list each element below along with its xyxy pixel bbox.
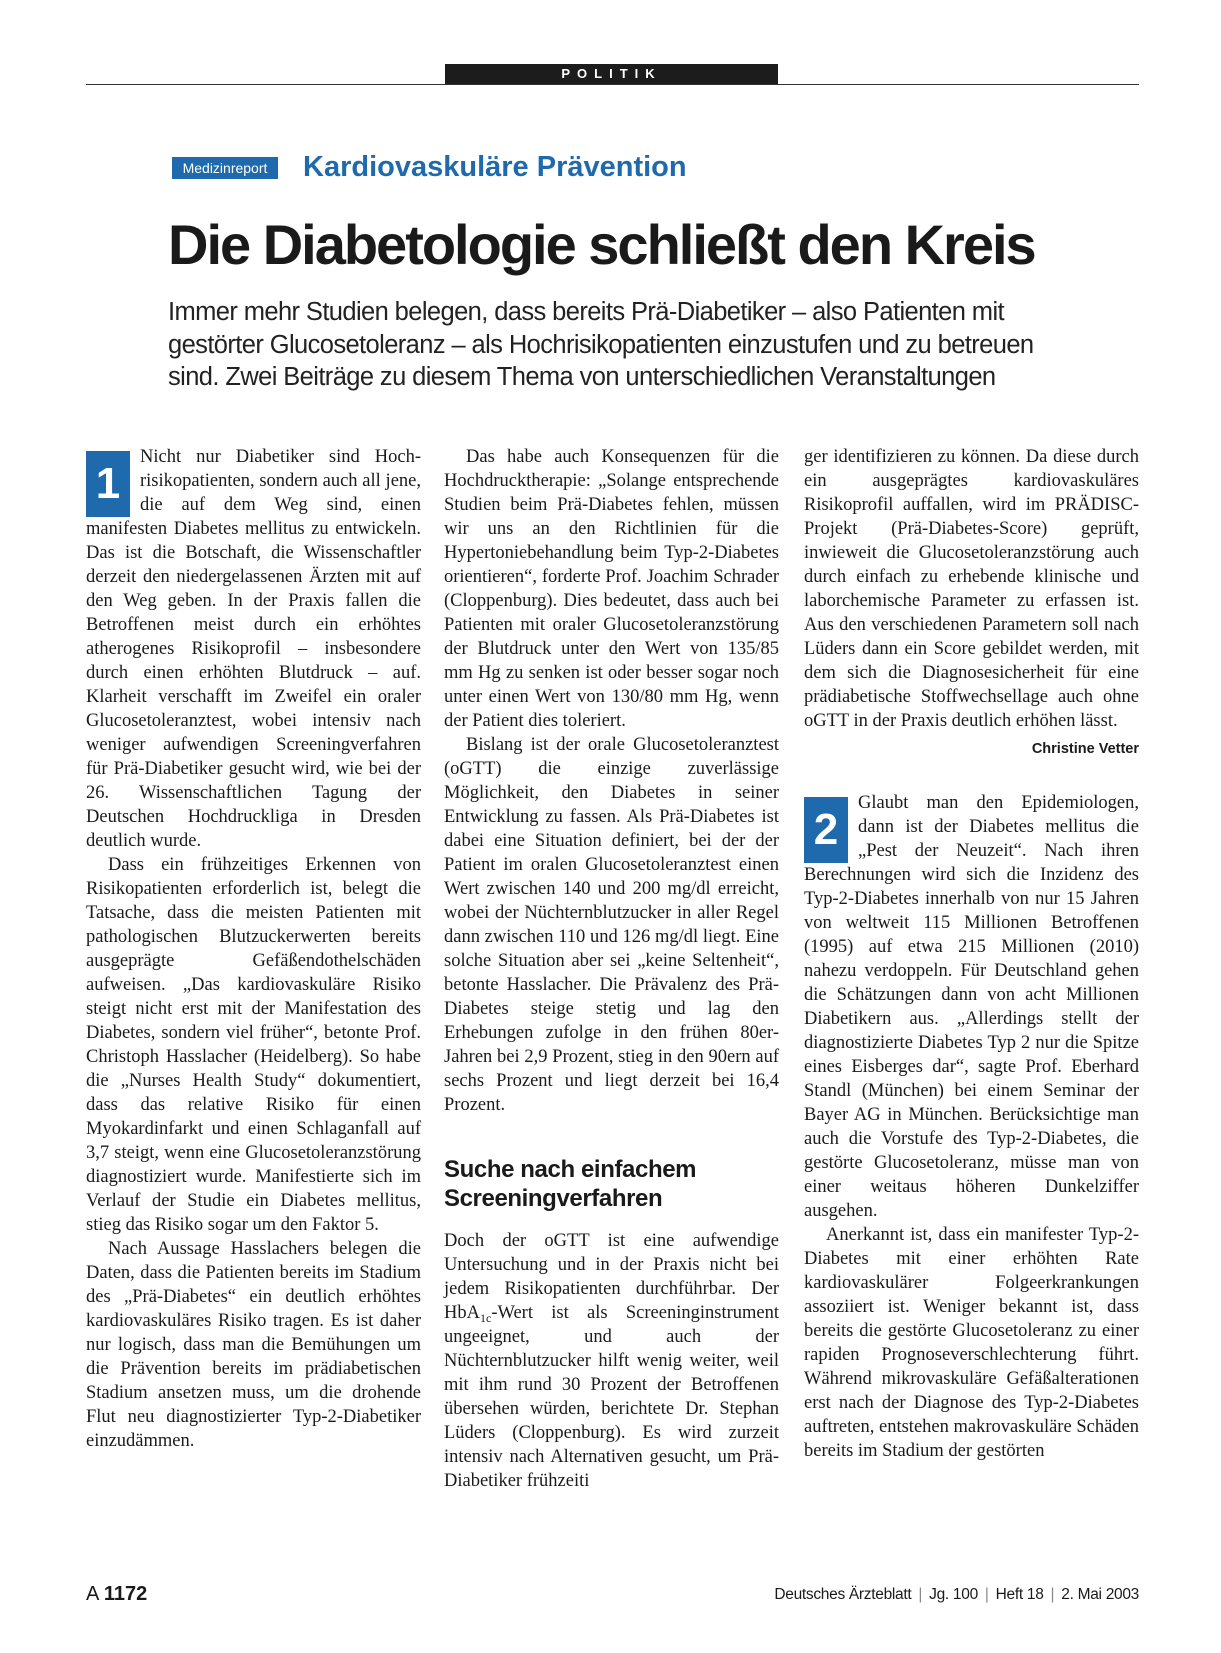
kicker-title: Kardiovaskuläre Prävention: [303, 151, 687, 183]
article-number-badge: 2: [804, 797, 848, 863]
article-number-badge: 1: [86, 451, 130, 517]
subheading: Suche nach einfachem Screeningverfahren: [444, 1156, 697, 1212]
paragraph: Das habe auch Konsequenzen für die Hochdrucktherapie: „Solange entsprechende Studien beim Prä-Diabetes fehlen, müssen wir uns an den Richtlinien für die Hypertoniebehandlung beim Typ-2-Diabetes orientieren“, forderte Prof. Joachim Schrader (Cloppenburg). Dies bedeutet, dass auch bei Patienten mit oraler Glucosetoleranzstörung der Blutdruck unter den Wert von 135/85 mm Hg zu senken ist oder besser sogar noch unter einen Wert von 130/80 mm Hg, wenn der Patient dies toleriert.: [444, 447, 779, 731]
date: 2. Mai 2003: [1061, 1586, 1139, 1603]
issue: Heft 18: [995, 1586, 1044, 1603]
page-prefix: A: [86, 1583, 99, 1605]
paragraph: Glaubt man den Epidemiologen, dann ist der Diabetes mellitus die „Pest der Neuzeit“. Nach ihren Berechnungen wird sich die Inzidenz des Typ-2-Diabetes innerhalb von nur 15 Jahren von weltweit 115 Millionen Betroffenen (1995) auf etwa 215 Millionen (2010) nahezu verdoppeln. Für Deutschland gehen die Schätzungen dann von acht Millionen Diabetikern aus. „Allerdings stellt der diagnostizierte Diabetes Typ 2 nur die Spitze eines Eisberges dar“, sagte Prof. Eberhard Standl (München) bei einem Seminar der Bayer AG in München. Berücksichtige man auch die Vorstufe des Typ-2-Diabetes, die gestörte Glucosetoleranz, müsse man von einer weitaus höheren Dunkelziffer ausgehen.: [804, 793, 1139, 1221]
journal-citation: [774, 1586, 1139, 1604]
subscript: 1c: [479, 1311, 492, 1325]
column-1: [86, 445, 421, 1453]
page-number: [86, 1583, 147, 1606]
separator: |: [918, 1586, 923, 1603]
paragraph: Bislang ist der orale Glucosetoleranztest (oGTT) die einzige zuverlässige Möglichkeit, den Diabetes in seiner Entwicklung zu fassen. Als Prä-Diabetes ist dabei eine Situation definiert, bei der der Patient im oralen Glucosetoleranztest einen Wert zwischen 140 und 200 mg/dl erreicht, wobei der Nüchternblutzucker in aller Regel dann zwischen 110 und 126 mg/dl liegt. Eine solche Situation aber sei „keine Seltenheit“, betonte Hasslacher. Die Prävalenz des Prä-Diabetes steige stetig und lag den Erhebungen zufolge in den frühen 80er-Jahren bei 2,9 Prozent, stieg in den 90ern auf sechs Prozent und liegt derzeit bei 16,4 Prozent.: [444, 735, 779, 1115]
volume: Jg. 100: [929, 1586, 978, 1603]
paragraph: [444, 1229, 779, 1493]
headline: Die Diabetologie schließt den Kreis: [168, 213, 1035, 276]
paragraph: Anerkannt ist, dass ein manifester Typ-2-Diabetes mit einer erhöhten Rate kardiovaskulärer Folgeerkrankungen assoziiert ist. Weniger bekannt ist, dass bereits die gestörte Glucosetoleranz zu einer rapiden Prognoseverschlechterung führt. Während mikrovaskuläre Gefäßalterationen erst nach der Diagnose des Typ-2-Diabetes auftreten, entstehen makrovaskuläre Schäden bereits im Stadium der gestörten: [804, 1225, 1139, 1461]
paragraph-text: Doch der oGTT ist eine aufwendige Untersuchung und in der Praxis nicht bei jedem Risikopatienten durchführbar. Der HbA: [444, 1231, 779, 1323]
paragraph-text: ger identifizieren zu können. Da diese durch ein ausgeprägtes kardiovaskuläres Risikoprofil auffallen, wird im PRÄDISC-Projekt (Prä-Diabetes-Score) geprüft, inwieweit die Glucosetoleranzstörung auch durch einfach zu erhebende klinische und laborchemische Parameter zu erfassen ist. Aus den verschiedenen Parametern soll nach Lüders dann ein Score gebildet werden, mit dem sich die Diagnosesicherheit für eine prädiabetische Stoffwechsellage auch ohne oGTT in der Praxis deutlich erhöhen lässt.: [804, 447, 1139, 731]
page-number-value: 1172: [103, 1583, 148, 1605]
separator: |: [1050, 1586, 1055, 1603]
rubric-badge: Medizinreport: [172, 157, 278, 179]
journal-name: Deutsches Ärzteblatt: [774, 1586, 912, 1603]
paragraph-continued: [804, 445, 1139, 757]
paragraph: Nicht nur Diabetiker sind Hochrisikopatienten, sondern auch all jene, die auf dem Weg sind, einen manifesten Diabetes mellitus zu entwickeln. Das ist die Botschaft, die Wissenschaftler derzeit den niedergelassenen Ärzten mit auf den Weg geben. In der Praxis fallen die Betroffenen meist durch ein erhöhtes atherogenes Risikoprofil – insbesondere durch einen erhöhten Blutdruck – auf. Klarheit verschafft im Zweifel ein oraler Glucosetoleranztest, wobei intensiv nach weniger aufwendigen Screeningverfahren für Prä-Diabetiker gesucht wird, wie bei der 26. Wissenschaftlichen Tagung der Deutschen Hochdruckliga in Dresden deutlich wurde.: [86, 447, 421, 851]
paragraph: Nach Aussage Hasslachers belegen die Daten, dass die Patienten bereits im Stadium des „Prä-Diabetes“ ein deutlich erhöhtes kardiovaskuläres Risiko tragen. Es ist daher nur logisch, dass man die Bemühungen um die Prävention bereits im prädiabetischen Stadium ansetzen muss, um die drohende Flut neu diagnostizierter Typ-2-Diabetiker einzudämmen.: [86, 1239, 421, 1451]
separator: |: [984, 1586, 989, 1603]
paragraph-text: -Wert ist als Screeninginstrument ungeeignet, und auch der Nüchternblutzucker hilft wenig weiter, weil mit ihm rund 30 Prozent der Betroffenen übersehen würden, berichtete Dr. Stephan Lüders (Cloppenburg). Es wird zurzeit intensiv nach Alternativen gesucht, um Prä-Diabetiker frühzeiti: [444, 1303, 779, 1491]
column-2: [444, 445, 779, 1493]
section-label: POLITIK: [445, 64, 778, 84]
standfirst: Immer mehr Studien belegen, dass bereits Prä-Diabetiker – also Patienten mit gestörter Glucosetoleranz – als Hochrisikopatienten einzustufen und zu betreuen sind. Zwei Beiträge zu diesem Thema von unterschiedlichen Veranstaltungen: [168, 298, 1034, 391]
author-byline: Christine Vetter: [1031, 741, 1139, 757]
paragraph: Dass ein frühzeitiges Erkennen von Risikopatienten erforderlich ist, belegt die Tatsache, dass die meisten Patienten mit pathologischen Blutzuckerwerten bereits ausgeprägte Gefäßendothelschäden aufweisen. „Das kardiovaskuläre Risiko steigt nicht erst mit der Manifestation des Diabetes, sondern viel früher“, betonte Prof. Christoph Hasslacher (Heidelberg). So habe die „Nurses Health Study“ dokumentiert, dass das relative Risiko für einen Myokardinfarkt und einen Schlaganfall auf 3,7 steigt, wenn eine Glucosetoleranzstörung diagnostiziert wurde. Manifestierte sich im Verlauf der Studie ein Diabetes mellitus, stieg das Risiko sogar um den Faktor 5.: [86, 855, 421, 1235]
header-rule: [86, 84, 1139, 85]
column-3: [804, 445, 1139, 1463]
